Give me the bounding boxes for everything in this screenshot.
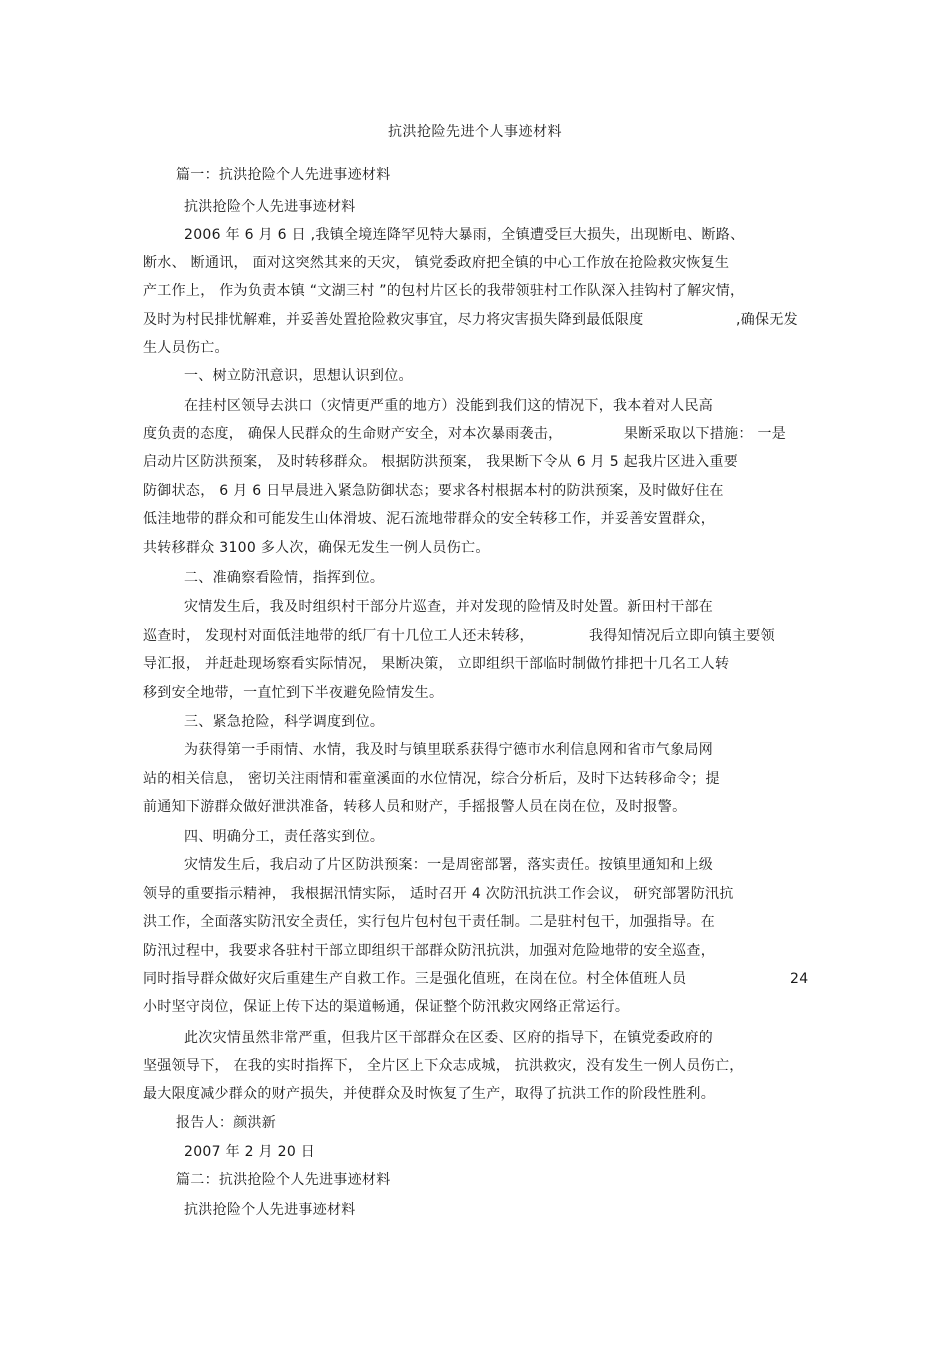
section-3-heading: 三、紧急抢险，科学调度到位。 [184,714,385,730]
p5-line-3: 洪工作，全面落实防汛安全责任，实行包片包村包干责任制。二是驻村包干，加强指导。在 [143,914,715,930]
p2-line-1: 在挂村区领导去洪口（灾情更严重的地方）没能到我们这的情况下，我本着对人民高 [184,398,714,414]
p3-line-2: 巡查时， 发现村对面低洼地带的纸厂有十几位工人还未转移， [143,628,534,644]
p2-line-2-tail: 果断采取以下措施： 一是 [624,426,787,442]
p2-line-3: 启动片区防洪预案， 及时转移群众。 根据防洪预案， 我果断下令从 6 月 5 起我片区进入重要 [143,454,739,470]
p6-line-1: 此次灾情虽然非常严重，但我片区干部群众在区委、区府的指导下，在镇党委政府的 [184,1030,714,1046]
p6-line-2: 坚强领导下， 在我的实时指挥下， 全片区上下众志成城， 抗洪救灾，没有发生一例人员伤亡， [143,1058,744,1074]
p1-line-4-tail: ,确保无发 [736,312,798,328]
p3-line-3: 导汇报， 并赶赴现场察看实际情况， 果断决策， 立即组织干部临时制做竹排把十几名工人转 [143,656,730,672]
p3-line-1: 灾情发生后，我及时组织村干部分片巡查，并对发现的险情及时处置。新田村干部在 [184,599,714,615]
p5-line-4: 防汛过程中，我要求各驻村干部立即组织干部群众防汛抗洪，加强对危险地带的安全巡查， [143,943,715,959]
p2-line-4: 防御状态， 6 月 6 日早晨进入紧急防御状态；要求各村根据本村的防洪预案，及时做好住在 [143,483,724,499]
p6-line-3: 最大限度减少群众的财产损失，并使群众及时恢复了生产，取得了抗洪工作的阶段性胜利。 [143,1086,715,1102]
part1-subtitle: 抗洪抢险个人先进事迹材料 [184,199,356,215]
p2-line-6: 共转移群众 3100 多人次，确保无发生一例人员伤亡。 [143,540,490,556]
p3-line-2-tail: 我得知情况后立即向镇主要领 [589,628,775,644]
p2-line-2: 度负责的态度， 确保人民群众的生命财产安全，对本次暴雨袭击， [143,426,563,442]
p2-line-5: 低洼地带的群众和可能发生山体滑坡、泥石流地带群众的安全转移工作，并妥善安置群众， [143,511,715,527]
p1-line-4: 及时为村民排忧解难，并妥善处置抢险救灾事宜，尽力将灾害损失降到最低限度 [143,312,644,328]
p1-line-1: 2006 年 6 月 6 日 ,我镇全境连降罕见特大暴雨，全镇遭受巨大损失，出现断电、断路、 [184,227,745,243]
p3-line-4: 移到安全地带，一直忙到下半夜避免险情发生。 [143,685,444,701]
section-4-heading: 四、明确分工，责任落实到位。 [184,829,385,845]
p4-line-2: 站的相关信息， 密切关注雨情和霍童溪面的水位情况，综合分析后，及时下达转移命令；提 [143,771,720,787]
reporter: 报告人：颜洪新 [176,1115,277,1131]
document-title: 抗洪抢险先进个人事迹材料 [388,124,562,140]
p4-line-1: 为获得第一手雨情、水情，我及时与镇里联系获得宁德市水利信息网和省市气象局网 [184,742,714,758]
report-date: 2007 年 2 月 20 日 [184,1144,316,1160]
section-2-heading: 二、准确察看险情，指挥到位。 [184,570,385,586]
p4-line-3: 前通知下游群众做好泄洪准备，转移人员和财产，手摇报警人员在岗在位，及时报警。 [143,799,687,815]
p1-line-3: 产工作上， 作为负责本镇 “文湖三村 ”的包村片区长的我带领驻村工作队深入挂钩村了解灾情， [143,283,745,299]
p5-line-6: 小时坚守岗位，保证上传下达的渠道畅通，保证整个防汛救灾网络正常运行。 [143,999,630,1015]
p5-line-2: 领导的重要指示精神， 我根据汛情实际， 适时召开 4 次防汛抗洪工作会议， 研究部署防汛抗 [143,886,734,902]
part1-heading: 篇一：抗洪抢险个人先进事迹材料 [176,167,391,183]
part2-heading: 篇二：抗洪抢险个人先进事迹材料 [176,1172,391,1188]
p5-line-1: 灾情发生后，我启动了片区防洪预案：一是周密部署，落实责任。按镇里通知和上级 [184,857,714,873]
p5-line-5-tail: 24 [790,971,809,987]
section-1-heading: 一、树立防汛意识，思想认识到位。 [184,368,413,384]
p1-line-2: 断水、 断通讯， 面对这突然其来的天灾， 镇党委政府把全镇的中心工作放在抢险救灾恢复生 [143,255,730,271]
p1-line-5: 生人员伤亡。 [143,340,229,356]
p5-line-5: 同时指导群众做好灾后重建生产自救工作。三是强化值班，在岗在位。村全体值班人员 [143,971,687,987]
part2-subtitle: 抗洪抢险个人先进事迹材料 [184,1202,356,1218]
